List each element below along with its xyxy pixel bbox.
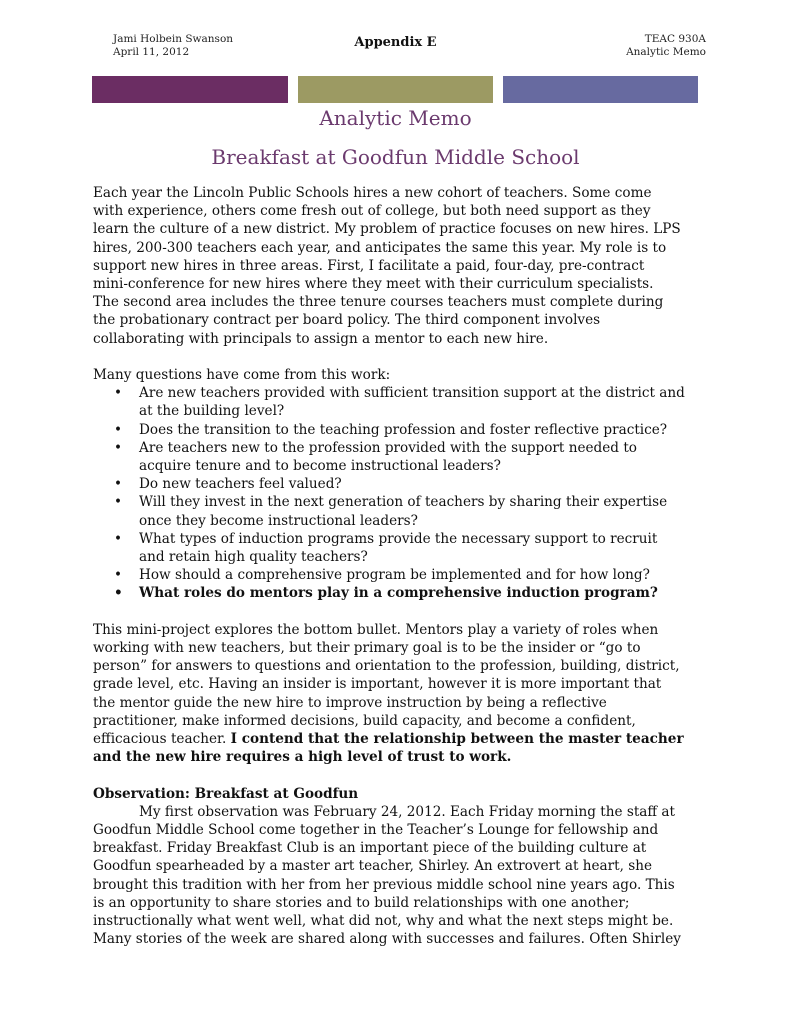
- appendix-label: Appendix E: [354, 35, 437, 50]
- list-item: • Will they invest in the next generation of teachers by sharing their expertise once they become instructional leaders?: [114, 494, 668, 529]
- question-list: [93, 384, 713, 602]
- mini-project-paragraph: This mini-project explores the bottom bullet. Mentors play a variety of roles when working with new teachers, but their primary goal is to be the insider or “go to person” for answers to questions and orientation to the profession, building, district, grade level, etc. Having an insider is important, however it is more important that the mentor guide the new hire to improve instruction by being a reflective practitioner, make informed decisions, build capacity, and become a confident, efficacious teacher. I contend that the relationship between the master teacher and the new hire requires a high level of trust to work.: [93, 621, 684, 766]
- course-code: TEAC 930A: [644, 33, 706, 45]
- intro-line: support new hires in three areas. First, I facilitate a paid, four-day, pre-contract: [93, 257, 645, 274]
- memo-body: [93, 184, 713, 948]
- page-subtitle: Breakfast at Goodfun Middle School: [211, 145, 580, 169]
- questions-lead: Many questions have come from this work:: [93, 367, 391, 384]
- intro-line: mini-conference for new hires where they meet with their curriculum specialists.: [93, 276, 654, 293]
- intro-line: with experience, others come fresh out of college, but both need support as they: [93, 203, 651, 220]
- header-right: [626, 33, 706, 59]
- observation-heading: Observation: Breakfast at Goodfun: [93, 785, 359, 802]
- observation-paragraph: My first observation was February 24, 2012. Each Friday morning the staff at Goodfun Middle School come together in the Teacher’s Lounge for fellowship and breakfast. Friday Breakfast Club is an important piece of the building culture at Goodfun spearheaded by a master art teacher, Shirley. An extrovert at heart, she brought this tradition with her from her previous middle school nine years ago. This is an opportunity to share stories and to build relationships with one another; instructionally what went well, what did not, why and what the next steps might be. Many stories of the week are shared along with successes and failures. Often Shirley: [93, 803, 681, 948]
- intro-line: the probationary contract per board policy. The third component involves: [93, 312, 601, 329]
- list-item: • Are teachers new to the profession provided with the support needed to acquire tenure and to become instructional leaders?: [114, 439, 637, 475]
- list-item: • Does the transition to the teaching profession and foster reflective practice?: [114, 421, 668, 438]
- color-band-olive: [298, 76, 493, 103]
- intro-line: hires, 200-300 teachers each year, and anticipates the same this year. My role is to: [93, 239, 667, 256]
- list-item-bold: • What roles do mentors play in a comprehensive induction program?: [114, 585, 658, 602]
- intro-line: The second area includes the three tenure courses teachers must complete during: [93, 294, 664, 311]
- intro-paragraph: [93, 184, 713, 348]
- list-item: • How should a comprehensive program be implemented and for how long?: [114, 567, 650, 584]
- thesis-statement: I contend that the relationship between the master teacher: [230, 731, 684, 748]
- color-band-purple: [92, 76, 288, 103]
- list-item: • What types of induction programs provide the necessary support to recruit and retain high quality teachers?: [114, 530, 658, 566]
- intro-line: Each year the Lincoln Public Schools hires a new cohort of teachers. Some come: [93, 185, 652, 201]
- doc-type: Analytic Memo: [626, 46, 706, 58]
- intro-line: collaborating with principals to assign a mentor to each new hire.: [93, 330, 549, 347]
- author-name: Jami Holbein Swanson: [113, 33, 234, 45]
- list-item: • Do new teachers feel valued?: [114, 476, 342, 493]
- list-item: • Are new teachers provided with sufficient transition support at the district and at the building level?: [114, 385, 685, 420]
- memo-date: April 11, 2012: [113, 46, 190, 58]
- intro-line: learn the culture of a new district. My problem of practice focuses on new hires. LPS: [93, 221, 681, 238]
- thesis-statement-end: and the new hire requires a high level of trust to work.: [93, 749, 512, 766]
- page-title: Analytic Memo: [319, 106, 472, 130]
- color-band-blue: [503, 76, 698, 103]
